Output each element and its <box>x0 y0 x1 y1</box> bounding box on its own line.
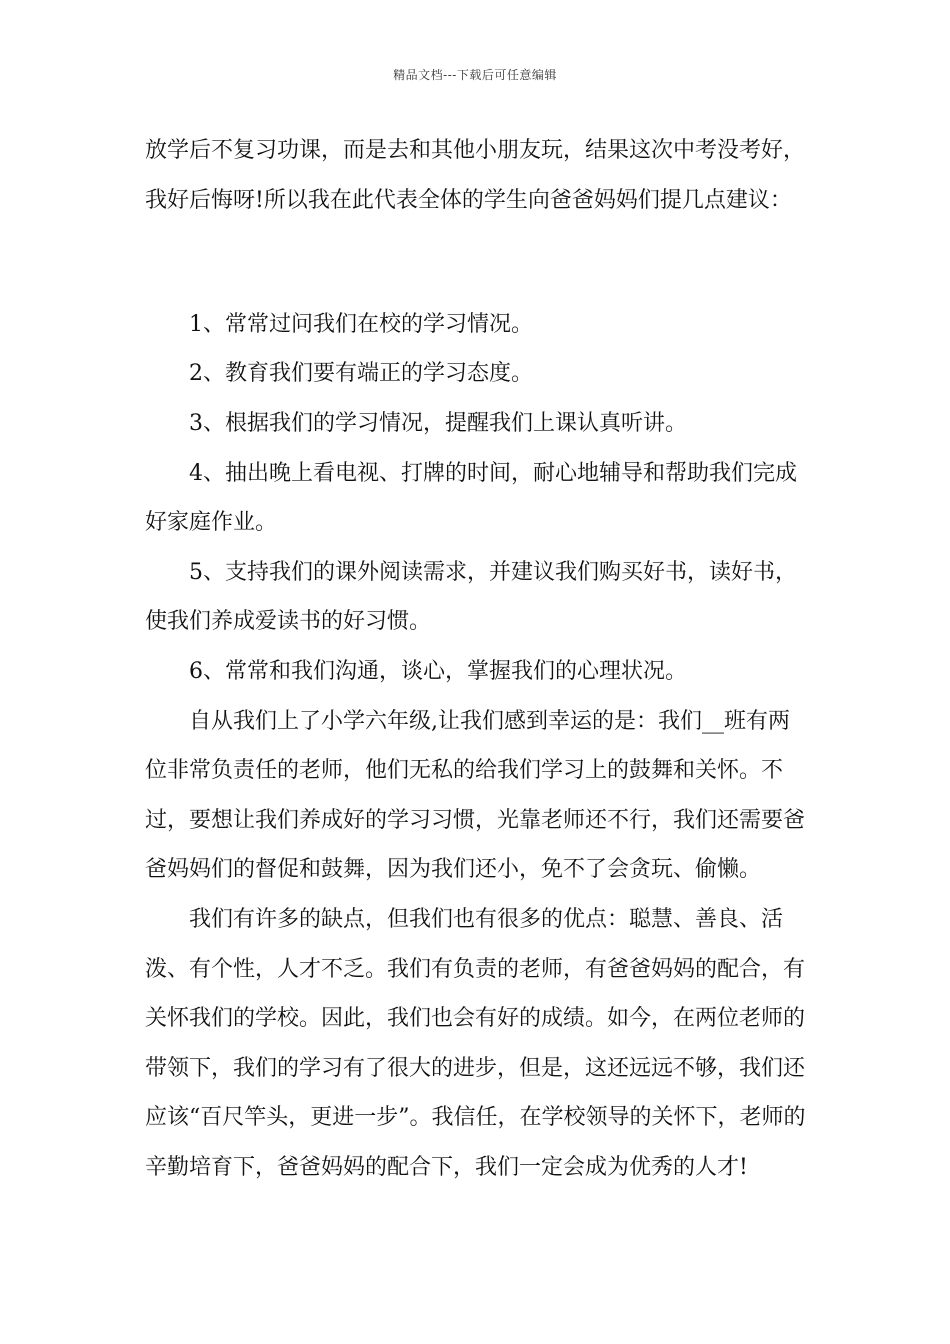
suggestion-item-3: 3、根据我们的学习情况，提醒我们上课认真听讲。 <box>189 410 687 436</box>
suggestion-item-6: 6、常常和我们沟通，谈心，掌握我们的心理状况。 <box>189 658 687 684</box>
paragraph-intro: 放学后不复习功课，而是去和其他小朋友玩，结果这次中考没考好，我好后悔呀!所以我在此代表全体的学生向爸爸妈妈们提几点建议： <box>145 138 806 213</box>
suggestion-item-2: 2、教育我们要有端正的学习态度。 <box>189 361 533 387</box>
suggestion-item-5: 5、支持我们的课外阅读需求，并建议我们购买好书，读好书，使我们养成爱读书的好习惯。 <box>145 559 797 635</box>
paragraph-teachers: 自从我们上了小学六年级,让我们感到幸运的是：我们__班有两位非常负责任的老师，他们无私的给我们学习上的鼓舞和关怀。不过，要想让我们养成好的学习习惯，光靠老师还不行，我们还需要爸爸妈妈们的督促和鼓舞，因为我们还小，免不了会贪玩、偷懒。 <box>145 708 806 883</box>
document-body <box>145 126 810 1192</box>
blank-line <box>145 250 810 300</box>
page-header: 精品文档---下载后可任意编辑 <box>393 68 557 82</box>
suggestion-item-4: 4、抽出晚上看电视、打牌的时间，耐心地辅导和帮助我们完成好家庭作业。 <box>145 460 797 536</box>
paragraph-conclusion: 我们有许多的缺点，但我们也有很多的优点：聪慧、善良、活泼、有个性，人才不乏。我们有负责的老师，有爸爸妈妈的配合，有关怀我们的学校。因此，我们也会有好的成绩。如今，在两位老师的带领下，我们的学习有了很大的进步，但是，这还远远不够，我们还应该“百尺竿头，更进一步”。我信任，在学校领导的关怀下，老师的辛勤培育下，爸爸妈妈的配合下，我们一定会成为优秀的人才! <box>145 906 806 1180</box>
suggestion-item-1: 1、常常过问我们在校的学习情况。 <box>189 311 533 337</box>
